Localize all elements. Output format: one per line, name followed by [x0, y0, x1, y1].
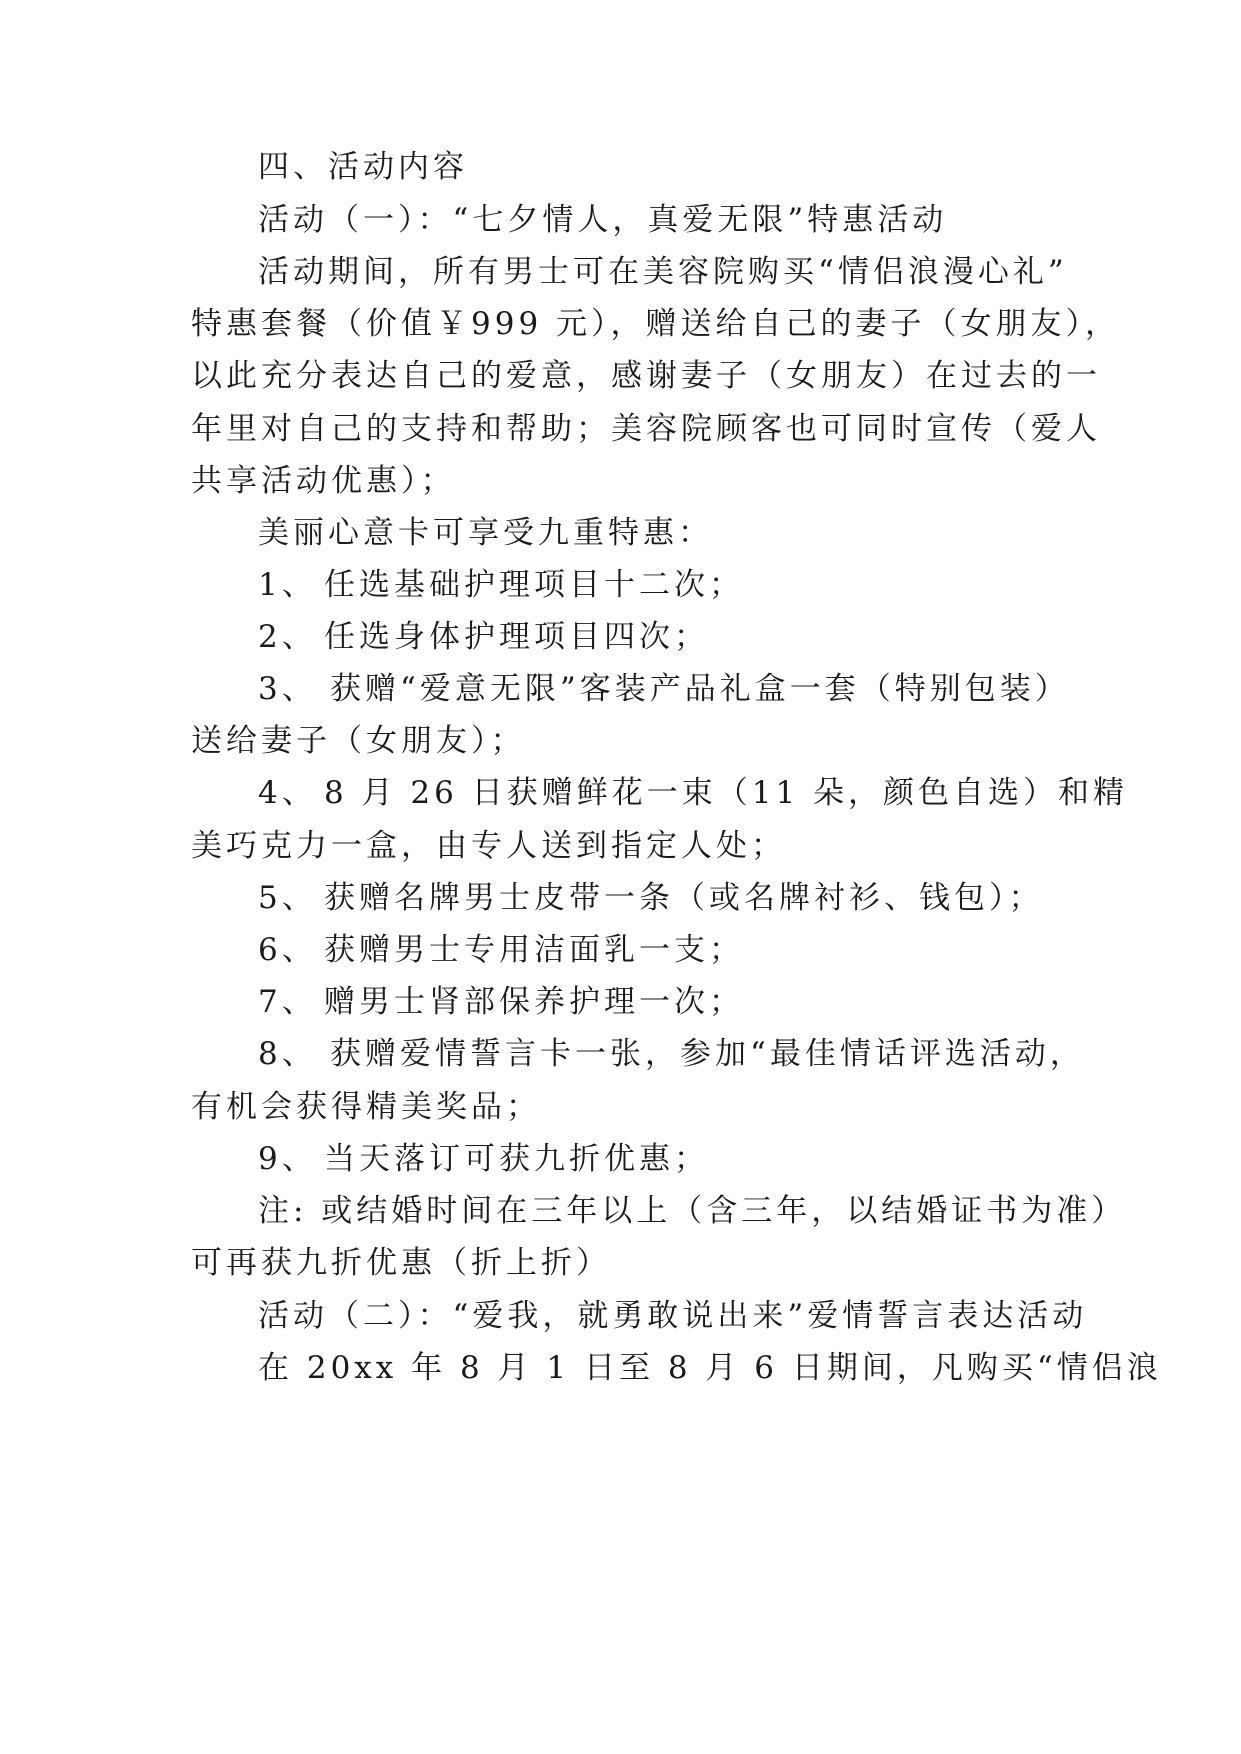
- intro-line-2: 特惠套餐（价值￥999 元），赠送给自己的妻子（女朋友），: [191, 306, 1121, 342]
- list-item: [0, 617, 1241, 657]
- item-continuation: 有机会获得精美奖品；: [191, 1089, 541, 1125]
- card-intro: 美丽心意卡可享受九重特惠：: [258, 515, 713, 551]
- item-text: 任选基础护理项目十二次；: [324, 567, 744, 603]
- intro-line-4: 年里对自己的支持和帮助；美容院顾客也可同时宣传（爱人: [191, 411, 1101, 447]
- section-heading: 四、活动内容: [258, 149, 468, 185]
- item-text: 获赠爱情誓言卡一张，参加“最佳情话评选活动，: [330, 1036, 1085, 1072]
- list-item: [0, 565, 1241, 605]
- intro-line-5: 共享活动优惠）；: [191, 463, 456, 499]
- activity2-text: 在 20xx 年 8 月 1 日至 8 月 6 日期间，凡购买“情侣浪: [258, 1350, 1162, 1386]
- item-text: 获赠男士专用洁面乳一支；: [324, 932, 744, 968]
- list-item: [0, 669, 1241, 709]
- note-line-2: 可再获九折优惠（折上折）: [191, 1245, 611, 1281]
- item-number: 9、: [258, 1141, 317, 1177]
- activity2-title: 活动（二）：“爱我，就勇敢说出来”爱情誓言表达活动: [258, 1298, 1088, 1334]
- item-text: 8 月 26 日获赠鲜花一束（11 朵，颜色自选）和精: [324, 775, 1129, 811]
- item-text: 获赠名牌男士皮带一条（或名牌衬衫、钱包）；: [324, 880, 1044, 916]
- list-item: [0, 773, 1241, 813]
- item-number: 6、: [258, 932, 317, 968]
- item-text: 获赠“爱意无限”客装产品礼盒一套（特别包装）: [330, 671, 1070, 707]
- list-item: [0, 1139, 1241, 1179]
- item-number: 5、: [258, 880, 317, 916]
- item-number: 7、: [258, 984, 317, 1020]
- activity1-title: 活动（一）：“七夕情人，真爱无限”特惠活动: [258, 202, 948, 238]
- item-number: 8、: [258, 1036, 317, 1072]
- item-number: 4、: [258, 775, 317, 811]
- list-item: [0, 930, 1241, 970]
- intro-line-1: 活动期间，所有男士可在美容院购买“情侣浪漫心礼”: [258, 254, 1068, 290]
- item-text: 赠男士肾部保养护理一次；: [324, 984, 744, 1020]
- item-text: 当天落订可获九折优惠；: [324, 1141, 709, 1177]
- intro-line-3: 以此充分表达自己的爱意，感谢妻子（女朋友）在过去的一: [191, 358, 1101, 394]
- item-number: 1、: [258, 567, 317, 603]
- item-number: 3、: [258, 671, 317, 707]
- list-item: [0, 1034, 1241, 1074]
- item-number: 2、: [258, 619, 317, 655]
- item-continuation: 送给妻子（女朋友）；: [191, 723, 526, 759]
- list-item: [0, 878, 1241, 918]
- item-continuation: 美巧克力一盒，由专人送到指定人处；: [191, 828, 786, 864]
- list-item: [0, 982, 1241, 1022]
- note-line-1: 注: 或结婚时间在三年以上（含三年，以结婚证书为准）: [258, 1193, 1127, 1229]
- item-text: 任选身体护理项目四次；: [324, 619, 709, 655]
